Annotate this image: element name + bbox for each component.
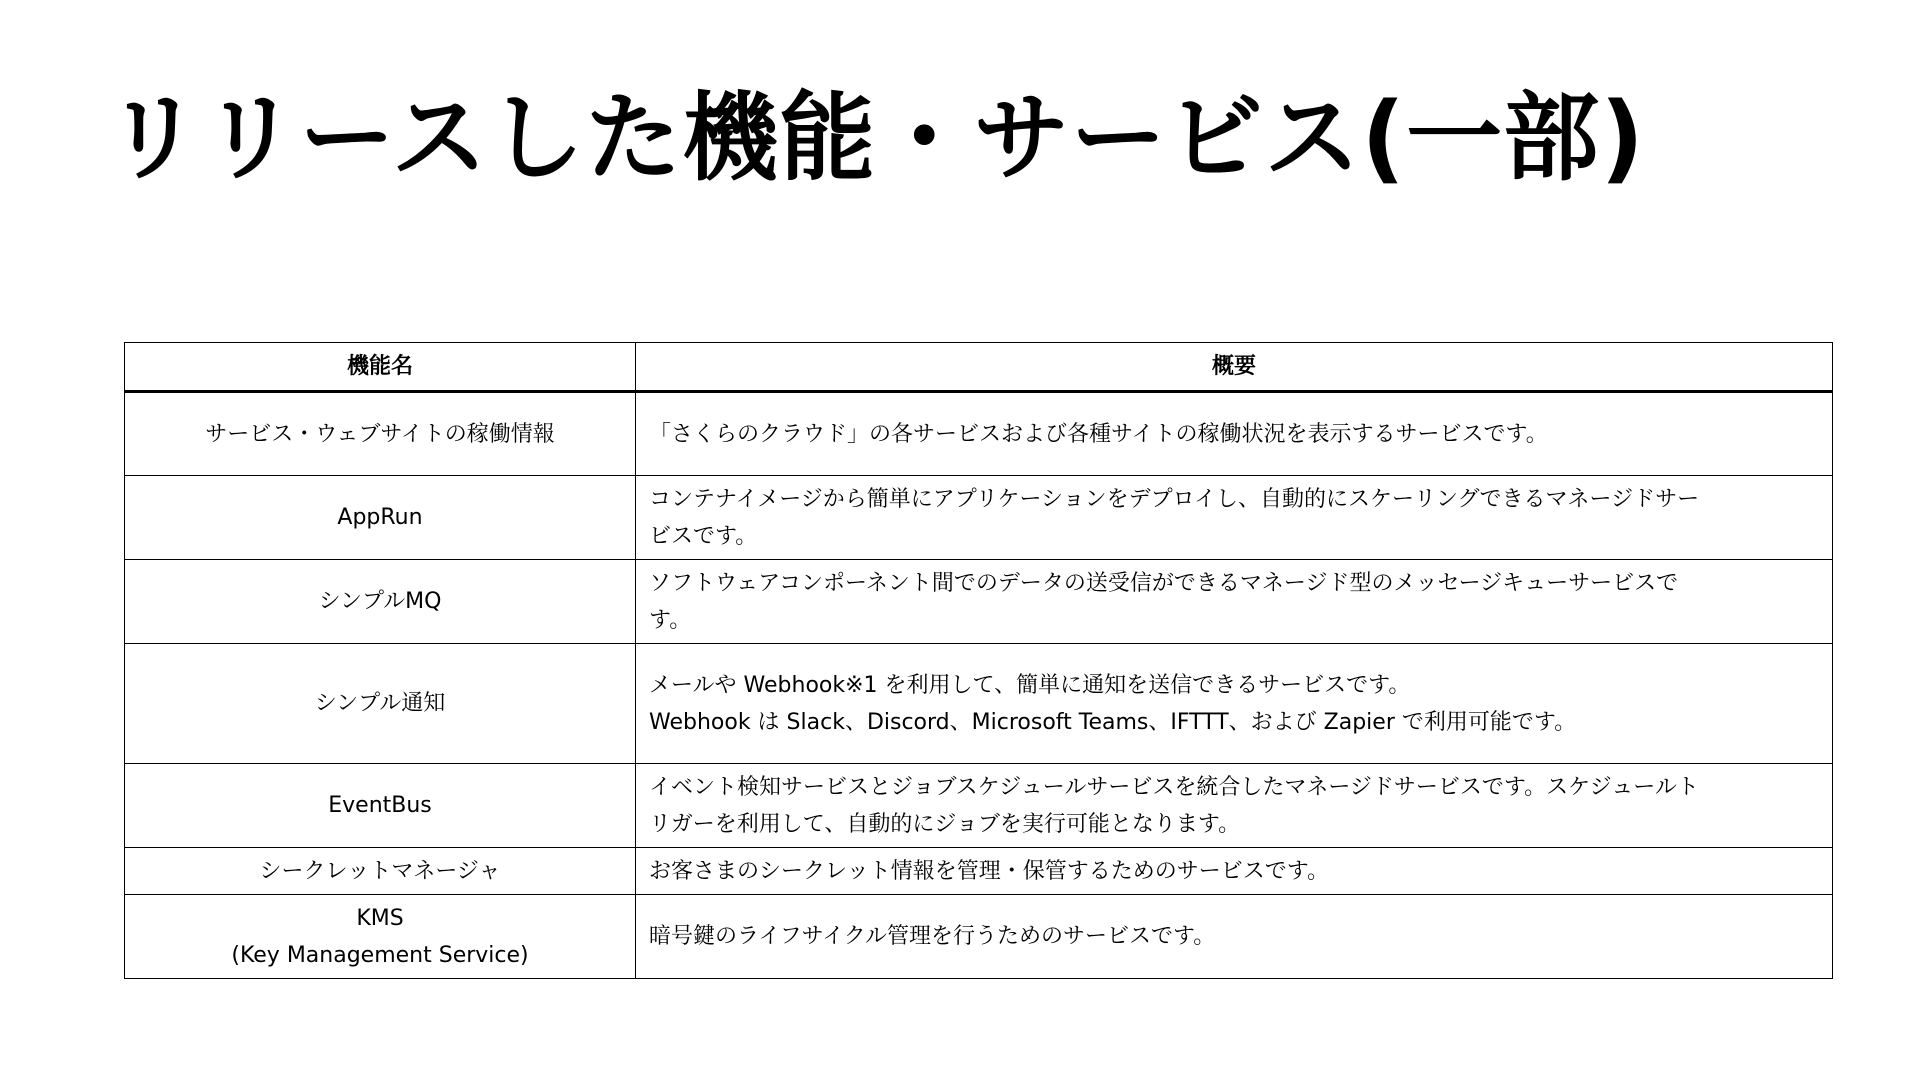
header-summary: 概要 (636, 343, 1833, 392)
feature-table (124, 342, 1833, 979)
feature-name-cell (125, 895, 636, 979)
feature-summary-line: 「さくらのクラウド」の各サービスおよび各種サイトの稼働状況を表示するサービスです。 (649, 421, 1548, 447)
feature-name-subtitle: (Key Management Service) (231, 942, 529, 968)
feature-name: サービス・ウェブサイトの稼働情報 (205, 421, 555, 447)
feature-summary-line: す。 (649, 607, 692, 633)
feature-summary-cell (636, 848, 1833, 895)
feature-name-cell (125, 764, 636, 848)
feature-summary-line: Webhook は Slack、Discord、Microsoft Teams、IFTTT、および Zapier で利用可能です。 (649, 709, 1577, 735)
feature-name-cell (125, 644, 636, 764)
slide-title: リリースした機能・サービス(一部) (105, 82, 1645, 194)
feature-name-cell (125, 392, 636, 476)
table-row (125, 476, 1833, 560)
table-row (125, 560, 1833, 644)
feature-name: KMS (356, 905, 404, 931)
feature-summary-cell (636, 392, 1833, 476)
feature-name-cell (125, 476, 636, 560)
feature-name: シンプル通知 (314, 691, 446, 716)
feature-summary-line: ソフトウェアコンポーネント間でのデータの送受信ができるマネージド型のメッセージキューサービスで (649, 570, 1679, 596)
table-row (125, 848, 1833, 895)
table-row (125, 895, 1833, 979)
feature-summary-line: コンテナイメージから簡単にアプリケーションをデプロイし、自動的にスケーリングできるマネージドサー (649, 486, 1700, 512)
feature-summary-line: ビスです。 (649, 523, 758, 549)
feature-summary-cell (636, 764, 1833, 848)
table-row (125, 644, 1833, 764)
feature-name-cell (125, 848, 636, 895)
feature-name: シンプルMQ (318, 589, 442, 614)
feature-name: EventBus (328, 793, 432, 818)
feature-summary-line: 暗号鍵のライフサイクル管理を行うためのサービスです。 (649, 924, 1216, 949)
feature-summary-line: イベント検知サービスとジョブスケジュールサービスを統合したマネージドサービスです。スケジュールト (649, 774, 1699, 800)
table-row (125, 764, 1833, 848)
table-header-row (125, 343, 1833, 392)
feature-summary-line: メールや Webhook※1 を利用して、簡単に通知を送信できるサービスです。 (649, 672, 1411, 698)
feature-name: シークレットマネージャ (259, 858, 501, 884)
table-row (125, 392, 1833, 476)
feature-summary-cell (636, 560, 1833, 644)
header-feature-name: 機能名 (125, 343, 636, 392)
feature-name-cell (125, 560, 636, 644)
feature-summary-cell (636, 476, 1833, 560)
feature-name: AppRun (337, 505, 423, 530)
feature-summary-line: リガーを利用して、自動的にジョブを実行可能となります。 (649, 811, 1241, 837)
feature-summary-line: お客さまのシークレット情報を管理・保管するためのサービスです。 (649, 858, 1330, 884)
feature-summary-cell (636, 895, 1833, 979)
feature-summary-cell (636, 644, 1833, 764)
